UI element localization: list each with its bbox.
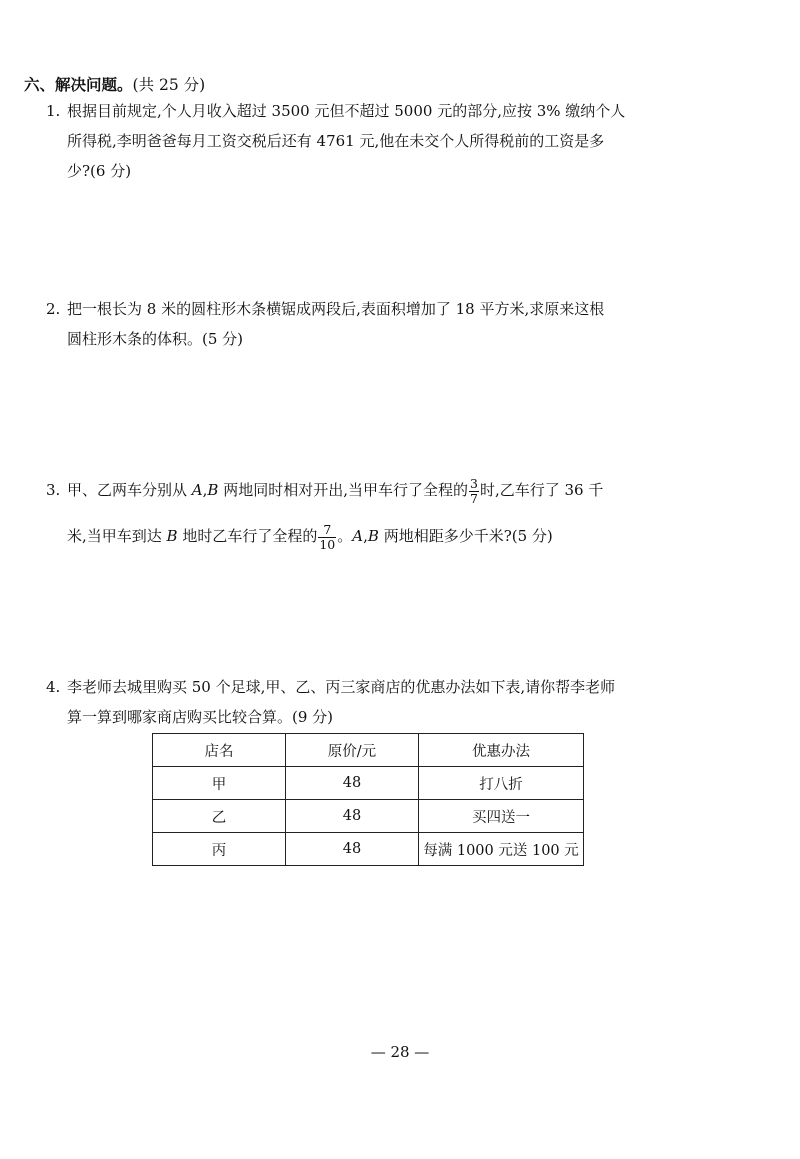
question-text: , (363, 527, 368, 545)
cell-discount: 买四送一 (419, 800, 584, 833)
question-text: 两地相距多少千米?(5 分) (378, 527, 553, 545)
question-text-line: 圆柱形木条的体积。(5 分) (67, 330, 244, 348)
question-text-line: 所得税,李明爸爸每月工资交税后还有 4761 元,他在未交个人所得税前的工资是多 (67, 132, 605, 150)
cell-discount: 打八折 (419, 767, 584, 800)
header-discount-method: 优惠办法 (419, 734, 584, 767)
table-row (153, 800, 584, 833)
cell-shop-name: 乙 (153, 800, 286, 833)
point-label: A (352, 527, 364, 545)
question-text: 甲、乙两车分别从 (67, 481, 192, 499)
point-label: A (191, 481, 203, 499)
question-2 (46, 294, 676, 354)
question-3 (46, 472, 676, 554)
header-original-price: 原价/元 (286, 734, 419, 767)
fraction-denominator: 10 (319, 536, 336, 552)
page-number: — 28 — (370, 1043, 430, 1061)
question-text-line: 李老师去城里购买 50 个足球,甲、乙、丙三家商店的优惠办法如下表,请你帮李老师 (67, 678, 616, 696)
question-text-line: 把一根长为 8 米的圆柱形木条横锯成两段后,表面积增加了 18 平方米,求原来这根 (67, 300, 605, 318)
table-row (153, 767, 584, 800)
fraction-denominator: 7 (469, 490, 478, 506)
discount-table (152, 733, 584, 866)
question-text: 。 (337, 527, 353, 545)
question-text-line: 根据目前规定,个人月收入超过 3500 元但不超过 5000 元的部分,应按 3% 缴纳个人 (67, 102, 626, 120)
question-text: 米,当甲车到达 (67, 527, 167, 545)
section-points: (共 25 分) (132, 76, 206, 94)
question-4 (46, 672, 676, 732)
section-heading (24, 74, 205, 96)
section-title: 六、解决问题。 (24, 75, 133, 94)
question-text: 两地同时相对开出,当甲车行了全程的 (218, 481, 468, 499)
question-text-line: 算一算到哪家商店购买比较合算。(9 分) (67, 708, 334, 726)
question-text: 地时乙车行了全程的 (177, 527, 318, 545)
table-header-row (153, 734, 584, 767)
question-text: , (202, 481, 208, 499)
fraction-numerator: 3 (469, 475, 478, 491)
fraction (318, 523, 336, 552)
question-1 (46, 96, 676, 186)
question-number: 2. (46, 300, 61, 318)
question-number: 1. (46, 102, 61, 120)
fraction-numerator: 7 (318, 523, 336, 538)
cell-price: 48 (286, 767, 419, 800)
question-text-line: 少?(6 分) (67, 162, 132, 180)
cell-price: 48 (286, 833, 419, 866)
question-number: 3. (46, 481, 61, 499)
cell-shop-name: 甲 (153, 767, 286, 800)
point-label: B (207, 481, 219, 499)
header-shop-name: 店名 (153, 734, 286, 767)
cell-shop-name: 丙 (153, 833, 286, 866)
question-number: 4. (46, 678, 61, 696)
cell-discount: 每满 1000 元送 100 元 (419, 833, 584, 866)
point-label: B (367, 527, 379, 545)
table-row (153, 833, 584, 866)
fraction (469, 477, 479, 506)
question-text: 时,乙车行了 36 千 (479, 481, 604, 499)
point-label: B (166, 527, 178, 545)
cell-price: 48 (286, 800, 419, 833)
